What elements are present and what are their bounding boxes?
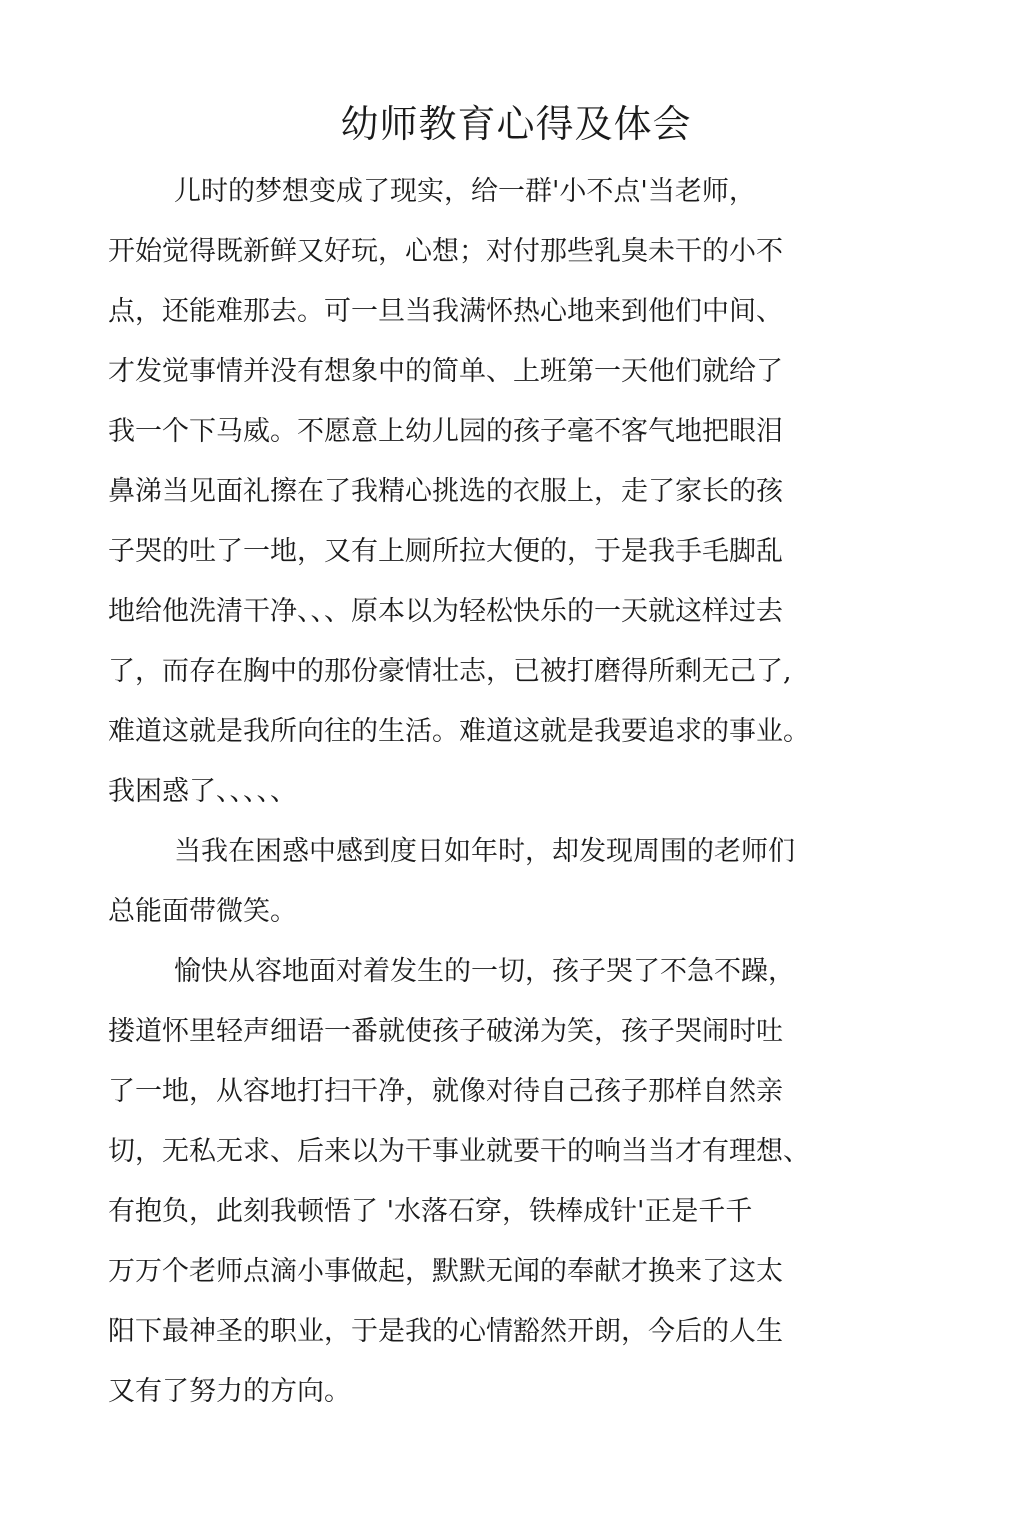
paragraph-1-line: 儿时的梦想变成了现实，给一群'小不点'当老师，: [174, 176, 756, 207]
paragraph-1-line: 子哭的吐了一地，又有上厕所拉大便的，于是我手毛脚乱: [108, 536, 783, 567]
paragraph-1-line: 鼻涕当见面礼擦在了我精心挑选的衣服上，走了家长的孩: [108, 476, 783, 507]
paragraph-1-line: 点，还能难那去。可一旦当我满怀热心地来到他们中间、: [108, 296, 783, 327]
paragraph-1-line: 了，而存在胸中的那份豪情壮志，已被打磨得所剩无己了,: [108, 656, 792, 687]
paragraph-3-line: 了一地，从容地打扫干净，就像对待自己孩子那样自然亲: [108, 1076, 783, 1107]
paragraph-3-line: 有抱负，此刻我顿悟了 '水落石穿，铁棒成针'正是千千: [108, 1196, 753, 1227]
paragraph-3-line: 切，无私无求、后来以为干事业就要干的响当当才有理想、: [108, 1136, 810, 1167]
paragraph-3-line: 搂道怀里轻声细语一番就使孩子破涕为笑，孩子哭闹时吐: [108, 1016, 783, 1047]
page-title: 幼师教育心得及体会: [340, 102, 692, 146]
paragraph-2-line: 总能面带微笑。: [108, 896, 297, 927]
paragraph-1-line: 难道这就是我所向往的生活。难道这就是我要追求的事业。: [108, 716, 810, 747]
paragraph-1-line: 我一个下马威。不愿意上幼儿园的孩子毫不客气地把眼泪: [108, 416, 783, 447]
paragraph-1-line: 才发觉事情并没有想象中的简单、上班第一天他们就给了: [108, 356, 783, 387]
paragraph-3-line: 愉快从容地面对着发生的一切，孩子哭了不急不躁，: [174, 956, 795, 987]
paragraph-3-line: 又有了努力的方向。: [108, 1376, 351, 1407]
paragraph-1-line: 我困惑了、、、、、: [108, 776, 297, 807]
paragraph-1-line: 开始觉得既新鲜又好玩，心想；对付那些乳臭未干的小不: [108, 236, 783, 267]
document-body: [108, 162, 868, 1422]
paragraph-3-line: 万万个老师点滴小事做起，默默无闻的奉献才换来了这太: [108, 1256, 783, 1287]
paragraph-1-line: 地给他洗清干净、、、原本以为轻松快乐的一天就这样过去: [108, 596, 783, 627]
paragraph-2-line: 当我在困惑中感到度日如年时，却发现周围的老师们: [174, 836, 795, 867]
paragraph-3-line: 阳下最神圣的职业，于是我的心情豁然开朗，今后的人生: [108, 1316, 783, 1347]
